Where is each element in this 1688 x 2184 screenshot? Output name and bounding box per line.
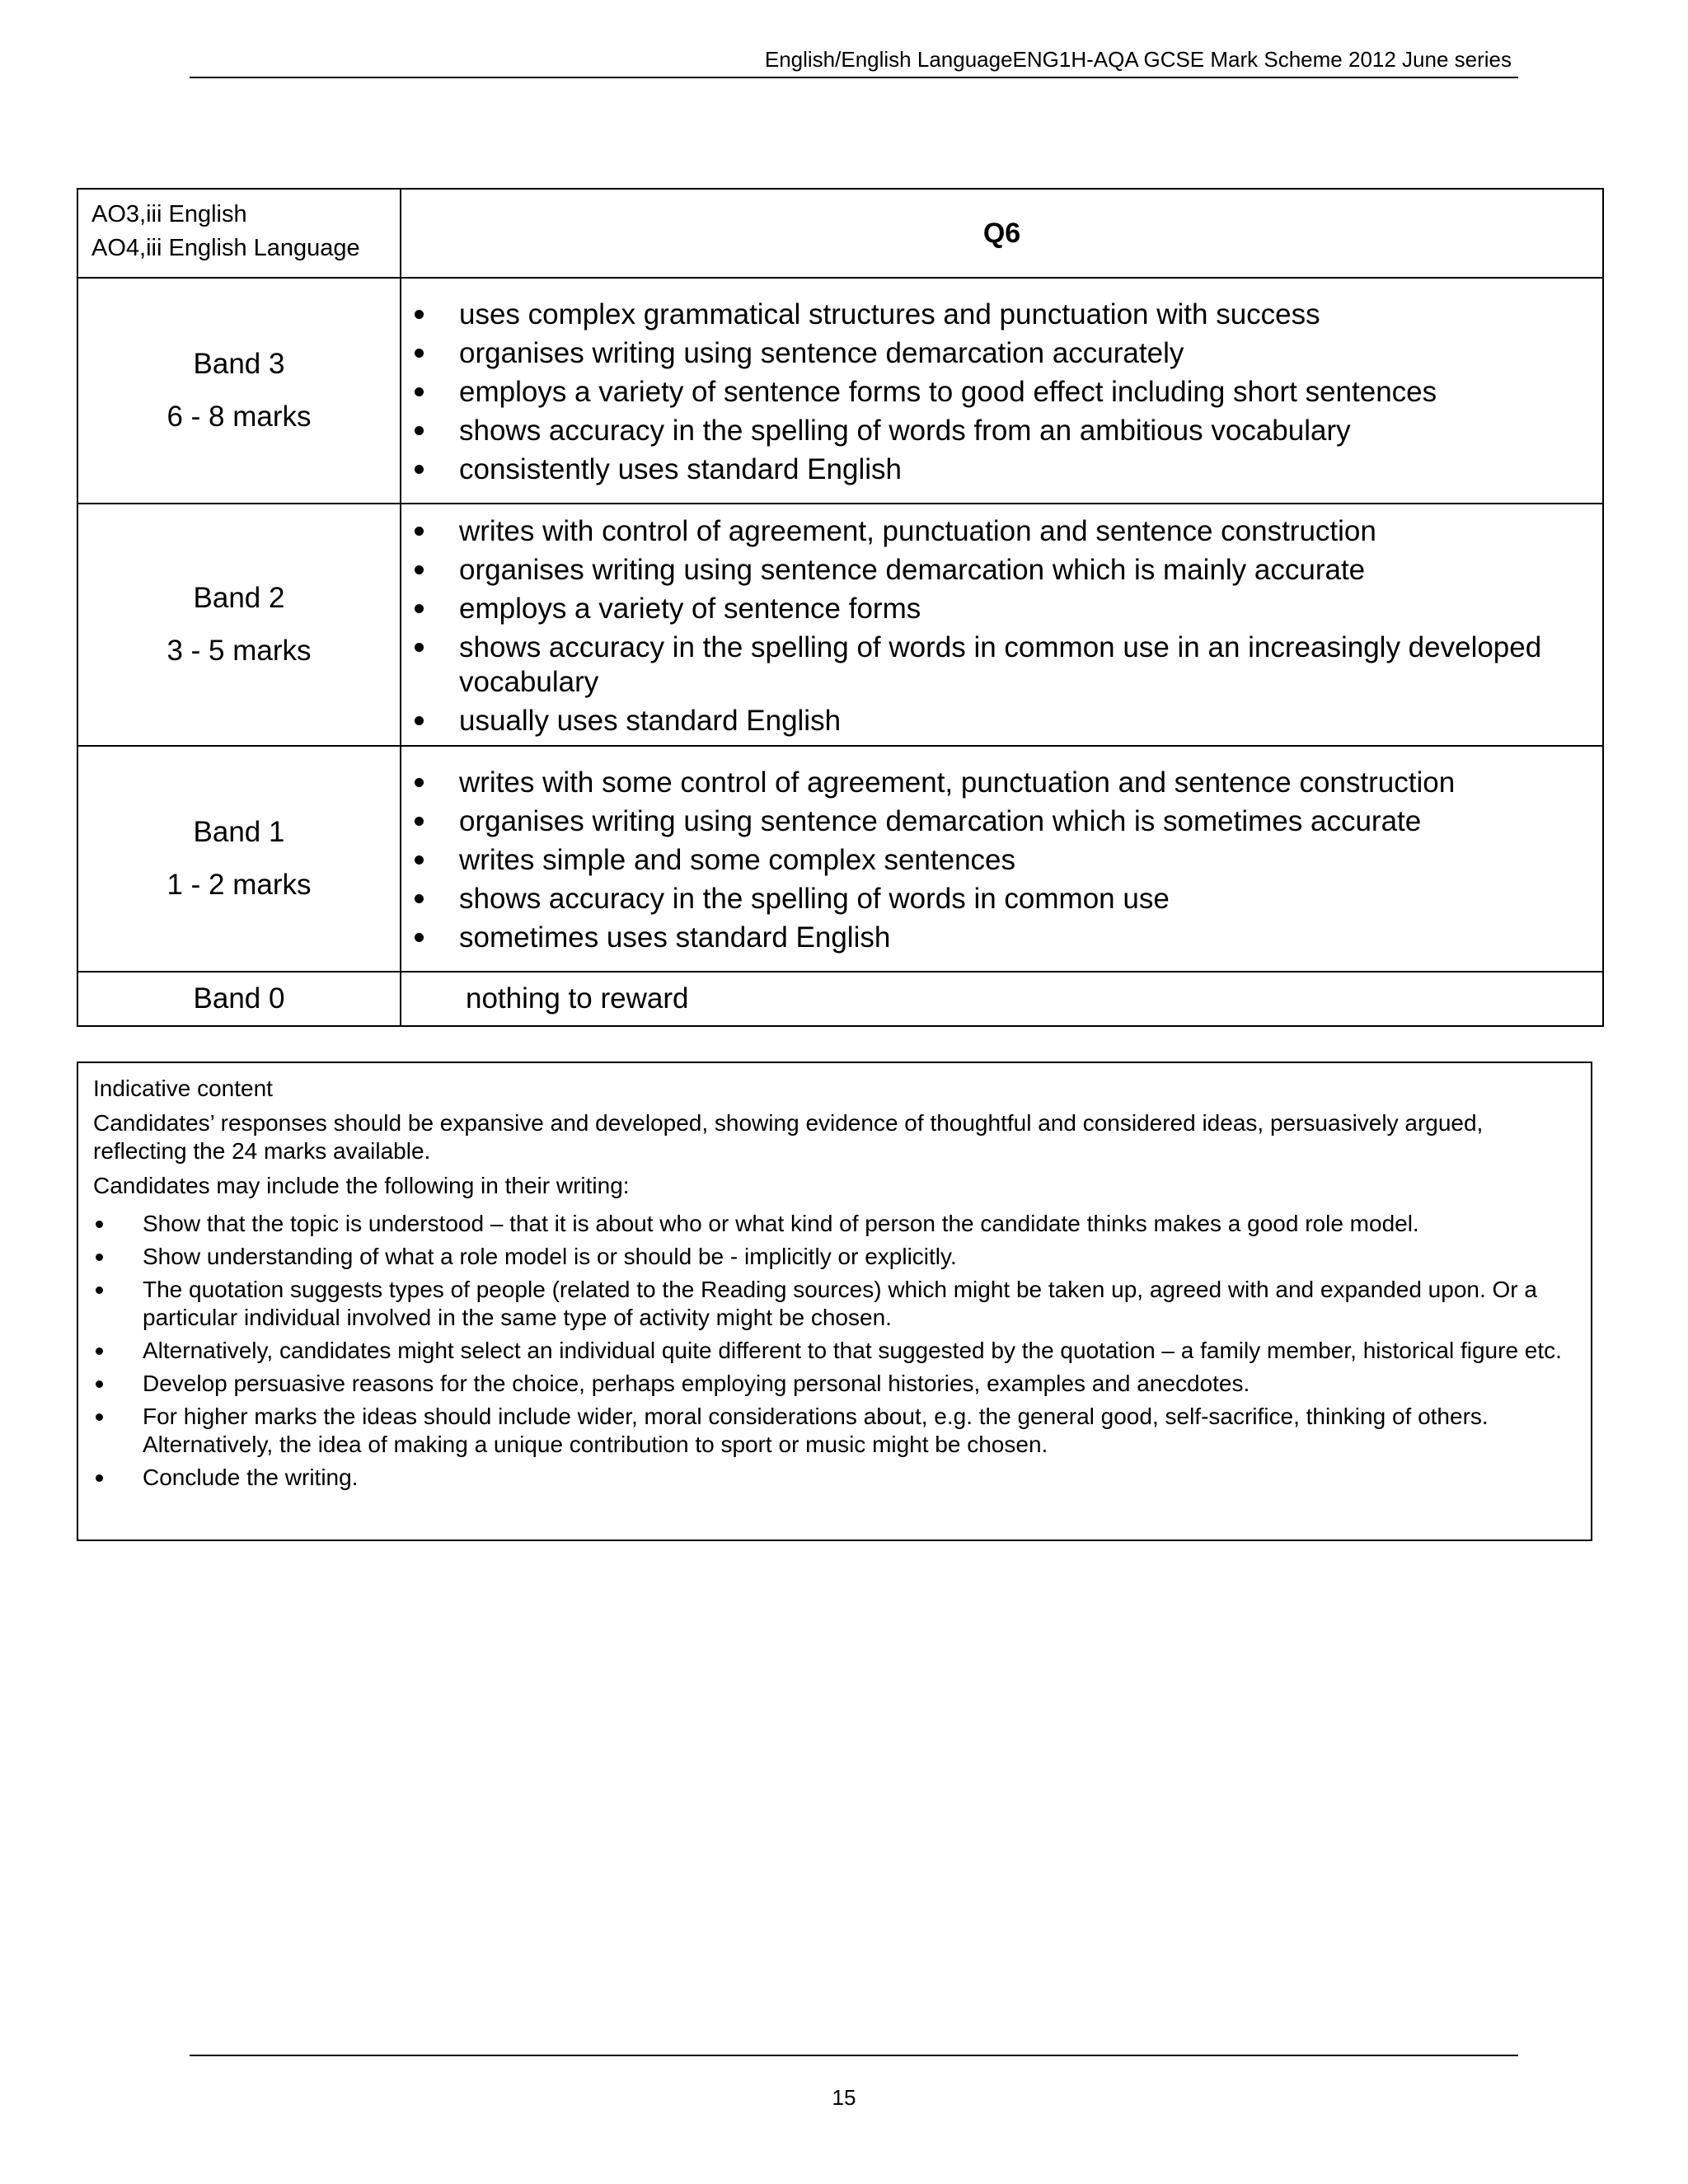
band-label: Band 0 [77,972,401,1026]
assessment-objective: AO3,iii English [91,201,247,227]
descriptor-item: employs a variety of sentence forms [459,592,1591,626]
indicative-point: Conclude the writing. [93,1464,1576,1492]
question-heading: Q6 [401,189,1603,278]
band-marks: 3 - 5 marks [166,635,312,667]
descriptor-item: usually uses standard English [459,704,1591,738]
band-cell [77,746,401,972]
descriptor-item: uses complex grammatical structures and punctuation with success [459,298,1591,332]
indicative-point: Alternatively, candidates might select an individual quite different to that suggested by the quotation – a family member, historical figure etc. [93,1337,1576,1365]
descriptor-item: writes simple and some complex sentences [459,843,1591,878]
assessment-objectives-cell [77,189,401,278]
indicative-content-box [77,1062,1592,1541]
mark-scheme-table [77,188,1604,1027]
descriptor-item: organises writing using sentence demarcation accurately [459,336,1591,371]
descriptor-item: shows accuracy in the spelling of words in common use in an increasingly developed vocabulary [459,630,1591,700]
assessment-objective: AO4,iii English Language [91,235,360,261]
descriptor-item: writes with some control of agreement, punctuation and sentence construction [459,766,1591,800]
band-descriptors [401,504,1603,746]
page-number: 15 [832,2085,856,2110]
descriptor-item: shows accuracy in the spelling of words in common use [459,882,1591,916]
descriptor-item: organises writing using sentence demarcation which is sometimes accurate [459,804,1591,839]
footer-rule [190,2055,1518,2056]
band-row-3 [77,278,1603,504]
band-row-2 [77,504,1603,746]
descriptor-item: shows accuracy in the spelling of words from an ambitious vocabulary [459,414,1591,448]
band-label: Band 3 [193,348,285,380]
indicative-point: For higher marks the ideas should include wider, moral considerations about, e.g. the general good, self-sacrifice, thinking of others. Alternatively, the idea of making a unique contribution to sport or music might be chosen. [93,1403,1576,1459]
descriptor-item: sometimes uses standard English [459,921,1591,955]
indicative-points [93,1210,1576,1492]
descriptor-item: organises writing using sentence demarcation which is mainly accurate [459,553,1591,588]
band-label: Band 2 [193,582,285,614]
band-descriptors [401,746,1603,972]
descriptor-item: consistently uses standard English [459,452,1591,487]
table-header-row [77,189,1603,278]
indicative-intro: Candidates’ responses should be expansive and developed, showing evidence of thoughtful and considered ideas, persuasively argued, reflecting the 24 marks available. [93,1110,1484,1164]
running-title: English/English LanguageENG1H-AQA GCSE Mark Scheme 2012 June series [764,47,1512,72]
band-marks: 1 - 2 marks [166,869,312,901]
indicative-title: Indicative content [93,1076,273,1101]
descriptor-item: writes with control of agreement, punctuation and sentence construction [459,514,1591,549]
band-cell [77,504,401,746]
band-label: Band 1 [193,816,285,848]
indicative-point: The quotation suggests types of people (related to the Reading sources) which might be taken up, agreed with and expanded upon. Or a particular individual involved in the same type of activity might be chosen. [93,1276,1576,1332]
band-cell [77,278,401,504]
indicative-lead-in: Candidates may include the following in their writing: [93,1173,630,1198]
band0-descriptor: nothing to reward [401,972,1603,1026]
band-row-1 [77,746,1603,972]
band-row-0 [77,972,1603,1026]
descriptor-item: employs a variety of sentence forms to good effect including short sentences [459,375,1591,410]
indicative-point: Show understanding of what a role model is or should be - implicitly or explicitly. [93,1243,1576,1271]
indicative-point: Develop persuasive reasons for the choice, perhaps employing personal histories, examples and anecdotes. [93,1370,1576,1398]
page-header [190,45,1518,78]
indicative-point: Show that the topic is understood – that it is about who or what kind of person the candidate thinks makes a good role model. [93,1210,1576,1238]
band-marks: 6 - 8 marks [166,401,312,433]
band-descriptors [401,278,1603,504]
